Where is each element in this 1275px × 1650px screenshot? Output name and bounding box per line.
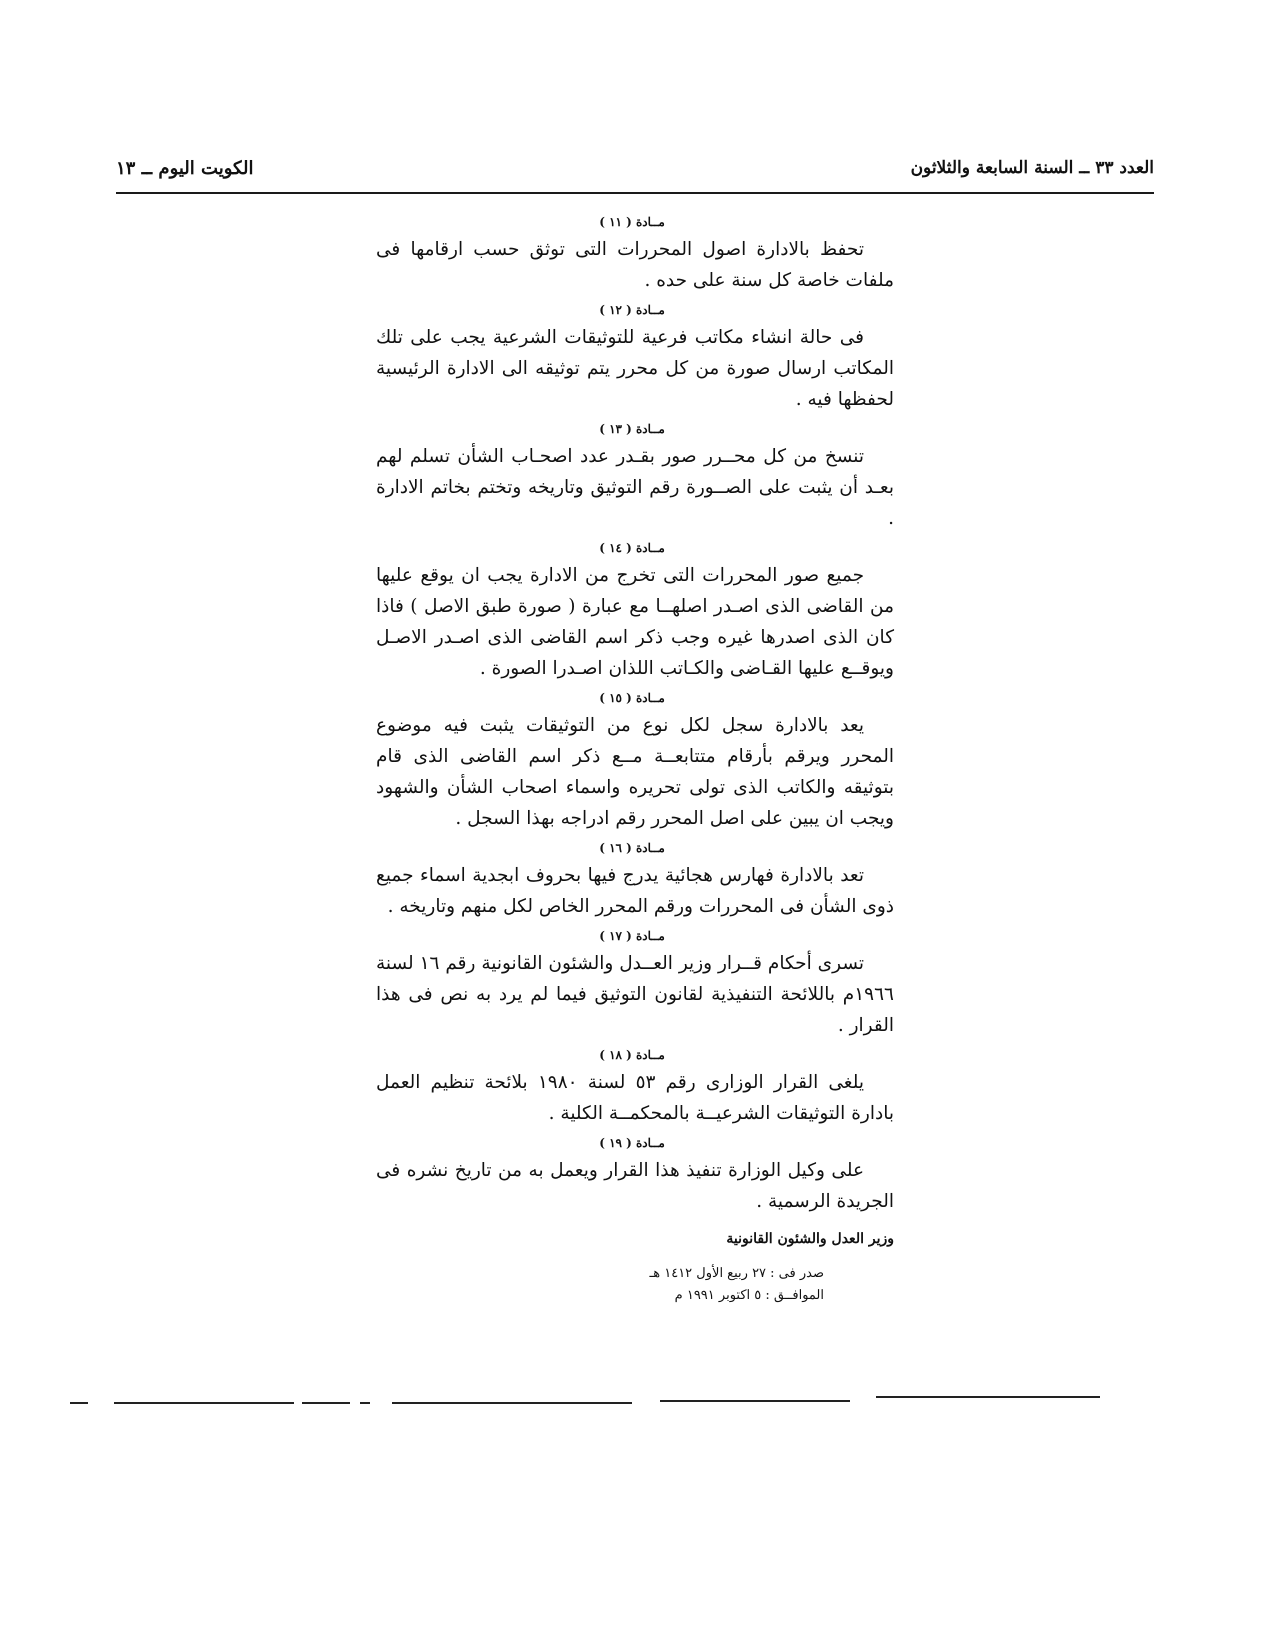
footer-rule-segment — [302, 1402, 350, 1404]
article-text: يلغى القرار الوزارى رقم ٥٣ لسنة ١٩٨٠ بلائحة تنظيم العمل بادارة التوثيقات الشرعيــة بالمحكمــة الكلية . — [376, 1072, 894, 1124]
footer-rule-segment — [360, 1402, 370, 1404]
footer-rule-segment — [660, 1400, 850, 1402]
page-header — [116, 158, 1154, 188]
article-title: مــادة ( ١٧ ) — [599, 929, 665, 943]
article-text: جميع صور المحررات التى تخرج من الادارة يجب ان يوقع عليها من القاضى الذى اصـدر اصلهــا مع عبارة ( صورة طبق الاصل ) فاذا كان الذى اصدرها غيره وجب ذكر اسم القاضى الذى اصـدر الاصـل ويوقــع عليها القـاضى والكـاتب اللذان اصـدرا الصورة . — [376, 565, 894, 679]
article-text: يعد بالادارة سجل لكل نوع من التوثيقات يثبت فيه موضوع المحرر ويرقم بأرقام متتابعــة مــع ذكر اسم القاضى الذى قام بتوثيقه والكاتب الذى تولى تحريره واسماء اصحاب الشأن والشهود ويجب ان يبين على اصل المحرر رقم ادراجه بهذا السجل . — [376, 715, 894, 829]
article-14 — [370, 536, 894, 684]
issue-dates — [370, 1263, 894, 1307]
article-19 — [370, 1131, 894, 1217]
footer-rule — [70, 1392, 1100, 1412]
article-16 — [370, 836, 894, 922]
issue-info: العدد ٣٣ ــ السنة السابعة والثلاثون — [910, 158, 1154, 178]
footer-rule-segment — [114, 1402, 294, 1404]
article-title: مــادة ( ١٩ ) — [599, 1136, 665, 1150]
article-title: مــادة ( ١٨ ) — [599, 1048, 665, 1062]
article-11 — [370, 210, 894, 296]
header-rule — [116, 192, 1154, 194]
article-title: مــادة ( ١٦ ) — [599, 841, 665, 855]
article-title: مــادة ( ١٣ ) — [599, 422, 665, 436]
article-text: تنسخ من كل محــرر صور بقـدر عدد اصحـاب الشأن تسلم لهم بعـد أن يثبت على الصــورة رقم التوثيق وتاريخه وتختم بخاتم الادارة . — [376, 446, 894, 529]
article-text: على وكيل الوزارة تنفيذ هذا القرار ويعمل به من تاريخ نشره فى الجريدة الرسمية . — [376, 1160, 894, 1212]
corresponding-date: الموافــق : ٥ اكتوبر ١٩٩١ م — [674, 1288, 824, 1303]
article-18 — [370, 1043, 894, 1129]
article-title: مــادة ( ١٥ ) — [599, 691, 665, 705]
article-text: تعد بالادارة فهارس هجائية يدرج فيها بحروف ابجدية اسماء جميع ذوى الشأن فى المحررات ورقم المحرر الخاص لكل منهم وتاريخه . — [376, 865, 894, 917]
article-15 — [370, 686, 894, 834]
article-text: تحفظ بالادارة اصول المحررات التى توثق حسب ارقامها فى ملفات خاصة كل سنة على حده . — [376, 239, 894, 291]
footer-rule-segment — [70, 1402, 88, 1404]
article-12 — [370, 298, 894, 415]
article-title: مــادة ( ١١ ) — [599, 215, 665, 229]
footer-rule-segment — [876, 1396, 1100, 1398]
minister-signature: وزير العدل والشئون القانونية — [726, 1231, 894, 1247]
articles-column — [370, 208, 894, 1307]
article-13 — [370, 417, 894, 534]
article-17 — [370, 924, 894, 1041]
publication-page: الكويت اليوم ــ ١٣ — [116, 158, 254, 179]
article-title: مــادة ( ١٤ ) — [599, 541, 665, 555]
article-title: مــادة ( ١٢ ) — [599, 303, 665, 317]
issued-date: صدر فى : ٢٧ ربيع الأول ١٤١٢ هـ — [649, 1266, 824, 1281]
article-text: تسرى أحكام قــرار وزير العــدل والشئون القانونية رقم ١٦ لسنة ١٩٦٦م باللائحة التنفيذية لقانون التوثيق فيما لم يرد به نص فى هذا القرار . — [376, 953, 894, 1036]
footer-rule-segment — [392, 1402, 632, 1404]
article-text: فى حالة انشاء مكاتب فرعية للتوثيقات الشرعية يجب على تلك المكاتب ارسال صورة من كل محرر يتم توثيقه الى الادارة الرئيسية لحفظها فيه . — [376, 327, 894, 410]
